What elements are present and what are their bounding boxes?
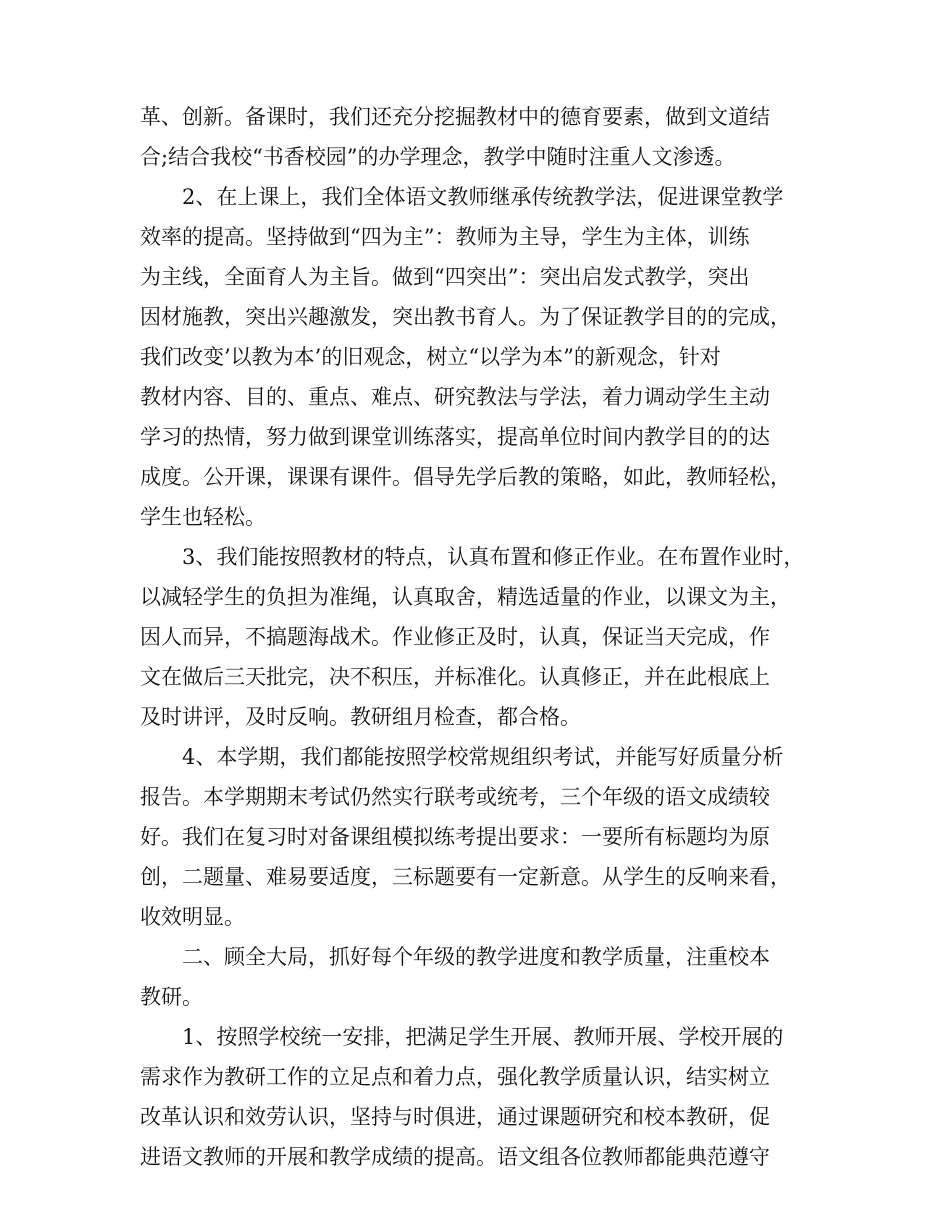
- text-line: 1、按照学校统一安排，把满足学生开展、教师开展、学校开展的: [140, 1025, 784, 1049]
- text-line: 为主线，全面育人为主旨。做到“四突出”：突出启发式教学，突出: [140, 265, 750, 289]
- text-line: 改革认识和效劳认识，坚持与时俱进，通过课题研究和校本教研，促: [140, 1105, 770, 1129]
- text-line: 教研。: [140, 985, 203, 1009]
- text-line: 需求作为教研工作的立足点和着力点，强化教学质量认识，结实树立: [140, 1065, 770, 1089]
- text-line: 报告。本学期期末考试仍然实行联考或统考，三个年级的语文成绩较: [140, 785, 770, 809]
- text-line: 因材施教，突出兴趣激发，突出教书育人。为了保证教学目的的完成，: [140, 305, 791, 329]
- text-line: 好。我们在复习时对备课组模拟练考提出要求：一要所有标题均为原: [140, 825, 770, 849]
- text-line: 2、在上课上，我们全体语文教师继承传统教学法，促进课堂教学: [140, 185, 784, 209]
- text-line: 学生也轻松。: [140, 505, 266, 529]
- text-line: 创，二题量、难易要适度，三标题要有一定新意。从学生的反响来看，: [140, 865, 791, 889]
- text-line: 4、本学期，我们都能按照学校常规组织考试，并能写好质量分析: [140, 745, 784, 769]
- text-line: 3、我们能按照教材的特点，认真布置和修正作业。在布置作业时，: [140, 545, 805, 569]
- text-line: 收效明显。: [140, 905, 245, 929]
- text-line: 成度。公开课，课课有课件。倡导先学后教的策略，如此，教师轻松，: [140, 465, 791, 489]
- text-line: 以减轻学生的负担为准绳，认真取舍，精选适量的作业，以课文为主，: [140, 585, 791, 609]
- text-line: 合;结合我校“书香校园”的办学理念，教学中随时注重人文渗透。: [140, 145, 736, 169]
- text-line: 文在做后三天批完，决不积压，并标准化。认真修正，并在此根底上: [140, 665, 770, 689]
- text-line: 教材内容、目的、重点、难点、研究教法与学法，着力调动学生主动: [140, 385, 770, 409]
- text-line: 及时讲评，及时反响。教研组月检查，都合格。: [140, 705, 581, 729]
- document-body: [140, 97, 830, 1177]
- text-line: 因人而异，不搞题海战术。作业修正及时，认真，保证当天完成，作: [140, 625, 770, 649]
- text-line: 进语文教师的开展和教学成绩的提高。语文组各位教师都能典范遵守: [140, 1145, 770, 1169]
- text-line: 学习的热情，努力做到课堂训练落实，提高单位时间内教学目的的达: [140, 425, 770, 449]
- text-line: 革、创新。备课时，我们还充分挖掘教材中的德育要素，做到文道结: [140, 105, 770, 129]
- text-line: 我们改变’以教为本’的旧观念，树立“以学为本”的新观念，针对: [140, 345, 721, 369]
- text-line: 二、顾全大局，抓好每个年级的教学进度和教学质量，注重校本: [140, 945, 770, 969]
- text-line: 效率的提高。坚持做到“四为主”：教师为主导，学生为主体，训练: [140, 225, 750, 249]
